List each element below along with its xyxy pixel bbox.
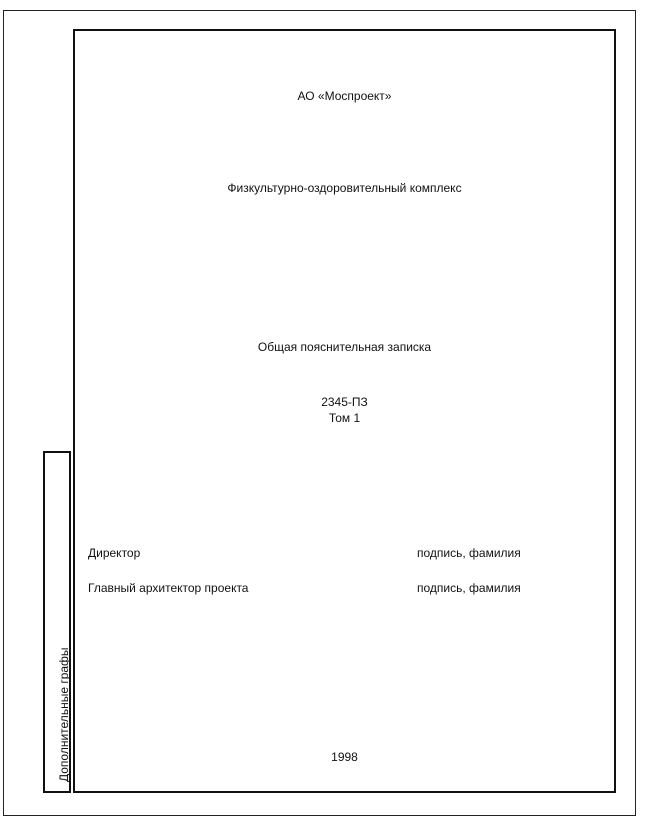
volume-number: Том 1 — [328, 411, 361, 425]
additional-columns-label: Дополнительные графы — [57, 647, 71, 782]
document-title: Общая пояснительная записка — [257, 340, 432, 354]
signature-role-director: Директор — [88, 546, 141, 560]
document-code: 2345-ПЗ — [321, 395, 368, 409]
signature-role-chief-architect: Главный архитектор проекта — [88, 581, 249, 595]
signature-placeholder-director: подпись, фамилия — [417, 546, 521, 560]
organization-name: АО «Моспроект» — [297, 89, 392, 103]
project-name: Физкультурно-оздоровительный комплекс — [227, 181, 462, 195]
year: 1998 — [331, 750, 358, 764]
signature-placeholder-chief-architect: подпись, фамилия — [417, 581, 521, 595]
